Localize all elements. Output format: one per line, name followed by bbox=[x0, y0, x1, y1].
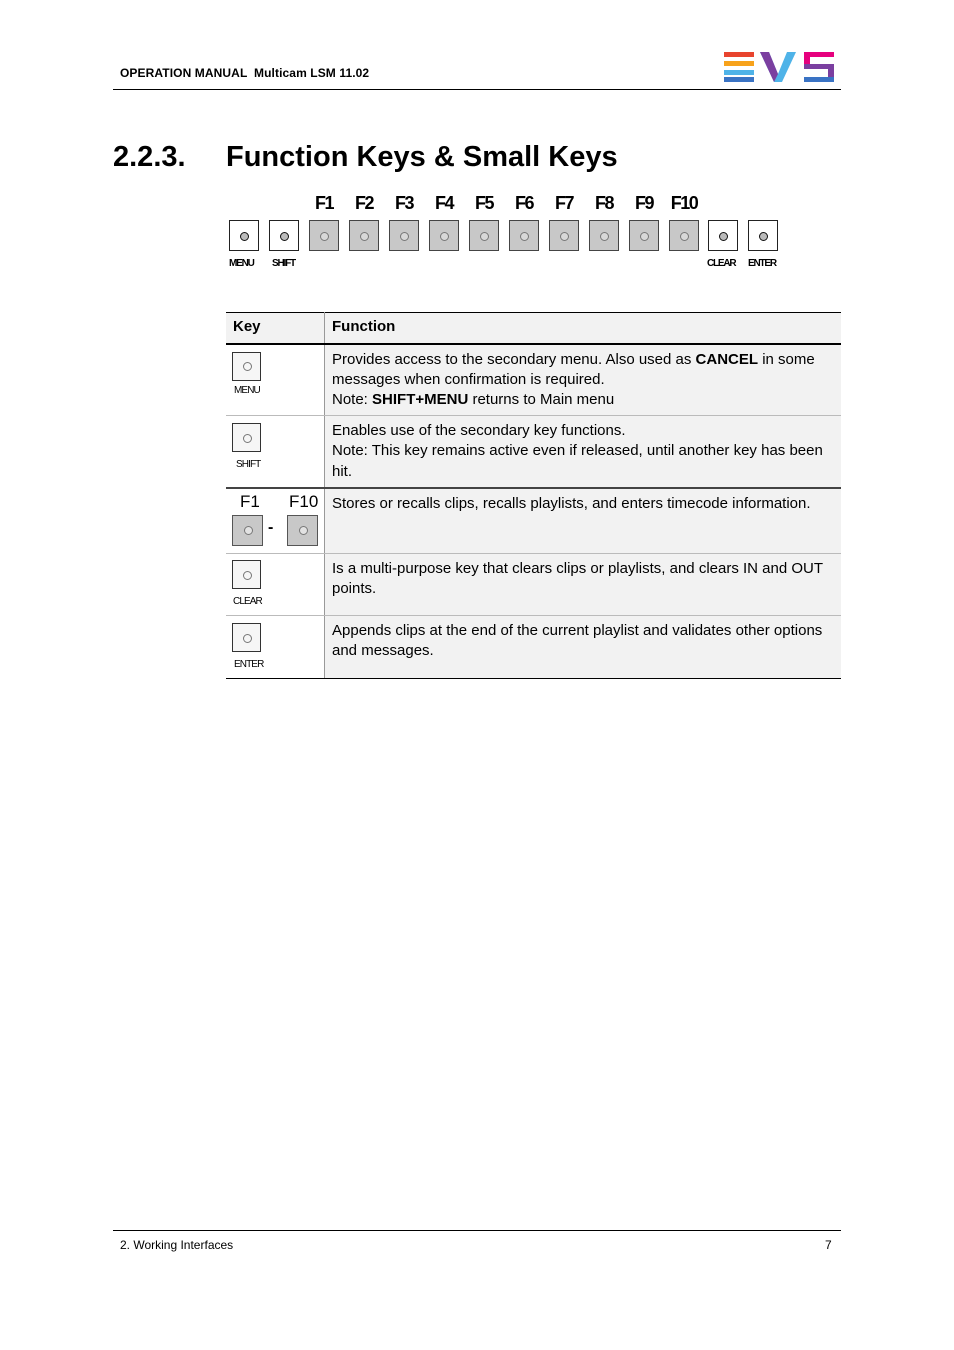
f2-key bbox=[349, 220, 379, 251]
f3-key bbox=[389, 220, 419, 251]
clear-key-label: CLEAR bbox=[233, 596, 262, 607]
shift-key-label: SHIFT bbox=[272, 258, 295, 269]
f1-label: F1 bbox=[240, 491, 260, 511]
note-text: Note: This key remains active even if released, until another key has been hit. bbox=[332, 442, 823, 480]
enter-key-label: ENTER bbox=[748, 258, 776, 269]
header-product: Multicam LSM 11.02 bbox=[254, 66, 370, 80]
fkey-label-f2: F2 bbox=[354, 193, 373, 213]
fkey-label-f1: F1 bbox=[314, 193, 333, 213]
note-text: Note: bbox=[332, 391, 373, 409]
text: returns to Main menu bbox=[468, 391, 615, 409]
menu-key-label: MENU bbox=[234, 384, 260, 396]
f1-key-icon bbox=[232, 515, 263, 546]
header-key: Key bbox=[226, 313, 325, 344]
fkey-label-f5: F5 bbox=[474, 193, 493, 213]
f5-key bbox=[469, 220, 499, 251]
function-cell bbox=[325, 488, 842, 554]
text: Appends clips at the end of the current playlist and validates other options and messages. bbox=[332, 622, 823, 660]
text: Enables use of the secondary key functions. bbox=[332, 422, 626, 439]
fkey-label-f9: F9 bbox=[634, 193, 653, 213]
page-number: 7 bbox=[825, 1238, 832, 1252]
footer-chapter: 2. Working Interfaces bbox=[120, 1238, 234, 1252]
function-cell bbox=[325, 554, 842, 616]
table-row bbox=[226, 344, 841, 416]
table-row bbox=[226, 416, 841, 488]
enter-key bbox=[748, 220, 778, 251]
table-row bbox=[226, 488, 841, 554]
header-doc-title: OPERATION MANUAL bbox=[120, 66, 248, 80]
table-row bbox=[226, 554, 841, 616]
header-function: Function bbox=[325, 313, 842, 344]
text: Is a multi-purpose key that clears clips or playlists, and clears IN and OUT points. bbox=[332, 560, 823, 598]
clear-key-label: CLEAR bbox=[707, 258, 736, 269]
enter-key-icon bbox=[232, 623, 261, 652]
section-number: 2.2.3. bbox=[113, 141, 186, 173]
function-cell bbox=[325, 344, 842, 416]
text: in some messages when confirmation is required. bbox=[332, 350, 815, 388]
evs-logo bbox=[724, 52, 834, 82]
menu-key-label: MENU bbox=[229, 258, 254, 269]
footer-rule bbox=[113, 1230, 841, 1231]
keys-table bbox=[226, 312, 841, 679]
f10-key bbox=[669, 220, 699, 251]
shift-key bbox=[269, 220, 299, 251]
range-dash: - bbox=[268, 518, 274, 536]
shift-key-icon bbox=[232, 423, 261, 452]
key-cell bbox=[226, 616, 325, 679]
key-cell bbox=[226, 488, 325, 554]
emphasis: SHIFT+MENU bbox=[372, 391, 469, 409]
f10-label: F10 bbox=[289, 491, 319, 511]
f10-key-icon bbox=[287, 515, 318, 546]
function-cell bbox=[325, 416, 842, 488]
key-cell bbox=[226, 416, 325, 488]
running-header bbox=[120, 66, 369, 80]
f4-key bbox=[429, 220, 459, 251]
f9-key bbox=[629, 220, 659, 251]
menu-key bbox=[229, 220, 259, 251]
section-title: Function Keys & Small Keys bbox=[226, 141, 618, 173]
f1-key bbox=[309, 220, 339, 251]
table-header-row bbox=[226, 313, 841, 344]
emphasis: CANCEL bbox=[695, 350, 759, 368]
f6-key bbox=[509, 220, 539, 251]
fkey-label-f7: F7 bbox=[554, 193, 573, 213]
fkey-label-f4: F4 bbox=[434, 193, 453, 213]
key-cell bbox=[226, 554, 325, 616]
fkey-label-f10: F10 bbox=[670, 193, 698, 213]
menu-key-icon bbox=[232, 352, 261, 381]
text: Provides access to the secondary menu. Also used as bbox=[332, 350, 696, 368]
clear-key bbox=[708, 220, 738, 251]
f8-key bbox=[589, 220, 619, 251]
fkey-label-f3: F3 bbox=[394, 193, 413, 213]
text: Stores or recalls clips, recalls playlists, and enters timecode information. bbox=[332, 494, 811, 512]
enter-key-label: ENTER bbox=[234, 659, 264, 670]
key-cell bbox=[226, 344, 325, 416]
shift-key-label: SHIFT bbox=[236, 459, 261, 470]
function-cell bbox=[325, 616, 842, 679]
header-rule bbox=[113, 89, 841, 90]
fkey-label-f6: F6 bbox=[514, 193, 533, 213]
fkey-label-f8: F8 bbox=[594, 193, 613, 213]
f7-key bbox=[549, 220, 579, 251]
clear-key-icon bbox=[232, 560, 261, 589]
table-row bbox=[226, 616, 841, 679]
